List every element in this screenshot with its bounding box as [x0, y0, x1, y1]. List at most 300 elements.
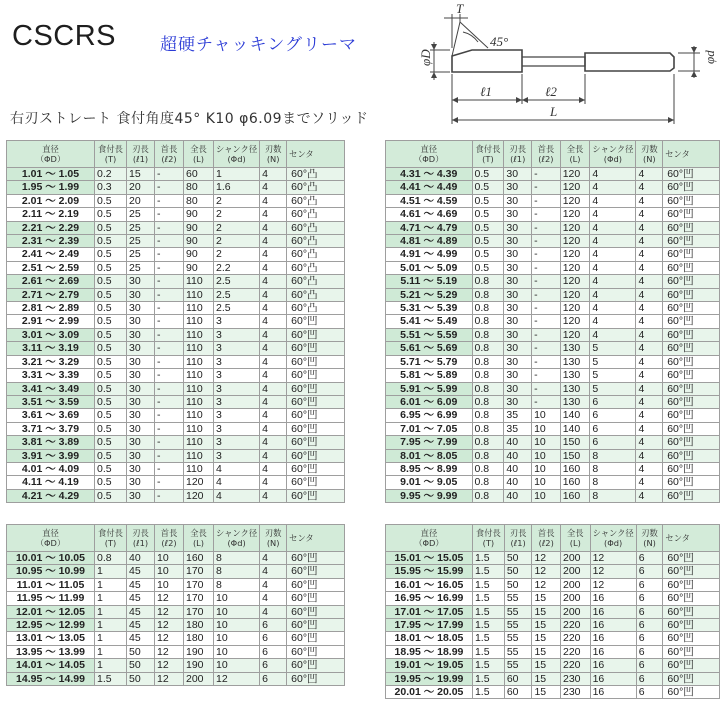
- cell-taper-length: 1: [95, 645, 127, 658]
- cell-flute-count: 4: [260, 605, 287, 618]
- cell-neck-length: -: [532, 395, 561, 408]
- table-row: [7, 248, 345, 261]
- table-row: [386, 181, 720, 194]
- table-row: [7, 208, 345, 221]
- cell-taper-length: 0.8: [472, 382, 504, 395]
- cell-taper-length: 0.5: [472, 235, 504, 248]
- cell-neck-length: -: [155, 476, 184, 489]
- cell-flute-length: 25: [127, 235, 155, 248]
- t-dimension-label: T: [456, 1, 464, 16]
- table-row: [386, 672, 720, 685]
- cell-overall-length: 120: [560, 248, 590, 261]
- cell-flute-length: 30: [127, 462, 155, 475]
- cell-taper-length: 1.5: [472, 552, 504, 565]
- cell-center: 60°凹: [287, 619, 345, 632]
- column-header-shank-diameter: シャンク径 (Φd): [214, 525, 260, 552]
- cell-overall-length: 110: [184, 288, 214, 301]
- cell-shank-diameter: 2.5: [214, 275, 260, 288]
- cell-center: 60°凹: [663, 288, 720, 301]
- table-row: [386, 261, 720, 274]
- table-row: [386, 194, 720, 207]
- cell-overall-length: 180: [184, 619, 214, 632]
- table-row: [386, 395, 720, 408]
- cell-overall-length: 220: [561, 645, 591, 658]
- cell-flute-count: 4: [260, 208, 287, 221]
- cell-flute-length: 30: [127, 369, 155, 382]
- cell-flute-count: 6: [636, 619, 663, 632]
- cell-diameter: 15.95 ～ 15.99: [386, 565, 473, 578]
- cell-shank-diameter: 4: [214, 489, 260, 502]
- cell-center: 60°凹: [663, 248, 720, 261]
- cell-overall-length: 170: [184, 578, 214, 591]
- cell-flute-count: 6: [636, 592, 663, 605]
- cell-neck-length: -: [155, 422, 184, 435]
- cell-neck-length: -: [155, 382, 184, 395]
- cell-flute-count: 4: [636, 342, 663, 355]
- column-header-diameter: 直径 （ΦD）: [7, 141, 95, 168]
- cell-flute-count: 6: [636, 672, 663, 685]
- table-row: [386, 235, 720, 248]
- cell-neck-length: 15: [532, 645, 561, 658]
- cell-flute-length: 30: [504, 221, 532, 234]
- table-row: [7, 315, 345, 328]
- cell-diameter: 9.01 ～ 9.05: [386, 476, 473, 489]
- cell-neck-length: -: [532, 382, 561, 395]
- cell-center: 60°凹: [663, 422, 720, 435]
- cell-overall-length: 110: [184, 302, 214, 315]
- cell-taper-length: 0.8: [472, 436, 504, 449]
- cell-flute-length: 30: [127, 449, 155, 462]
- cell-shank-diameter: 10: [214, 659, 260, 672]
- cell-shank-diameter: 8: [590, 476, 636, 489]
- table-row: [7, 552, 345, 565]
- column-header-shank-diameter: シャンク径 (Φd): [590, 141, 636, 168]
- table-row: [7, 578, 345, 591]
- cell-flute-count: 4: [260, 489, 287, 502]
- cell-neck-length: -: [155, 194, 184, 207]
- cell-flute-count: 4: [636, 489, 663, 502]
- cell-center: 60°凸: [287, 194, 345, 207]
- cell-diameter: 8.01 ～ 8.05: [386, 449, 473, 462]
- cell-shank-diameter: 4: [590, 235, 636, 248]
- cell-taper-length: 0.8: [472, 342, 504, 355]
- cell-flute-length: 40: [504, 462, 532, 475]
- cell-flute-length: 55: [504, 645, 532, 658]
- cell-center: 60°凹: [287, 605, 345, 618]
- cell-taper-length: 0.5: [472, 181, 504, 194]
- cell-shank-diameter: 16: [590, 645, 636, 658]
- cell-overall-length: 140: [560, 409, 590, 422]
- cell-flute-length: 30: [504, 355, 532, 368]
- cell-taper-length: 1: [95, 632, 127, 645]
- cell-diameter: 2.61 ～ 2.69: [7, 275, 95, 288]
- cell-flute-count: 4: [636, 436, 663, 449]
- cell-flute-count: 4: [636, 194, 663, 207]
- cell-neck-length: -: [532, 248, 561, 261]
- cell-neck-length: -: [532, 194, 561, 207]
- cell-overall-length: 160: [184, 552, 214, 565]
- cell-center: 60°凹: [287, 462, 345, 475]
- cell-center: 60°凹: [663, 382, 720, 395]
- cell-center: 60°凹: [663, 181, 720, 194]
- cell-flute-count: 4: [636, 355, 663, 368]
- cell-neck-length: 12: [532, 578, 561, 591]
- cell-flute-count: 4: [260, 315, 287, 328]
- cell-center: 60°凹: [663, 208, 720, 221]
- cell-flute-length: 30: [127, 315, 155, 328]
- shank-diameter-label: φd: [702, 50, 717, 64]
- cell-diameter: 3.51 ～ 3.59: [7, 395, 95, 408]
- cell-flute-count: 4: [260, 436, 287, 449]
- cell-shank-diameter: 2.2: [214, 261, 260, 274]
- cell-overall-length: 90: [184, 248, 214, 261]
- cell-overall-length: 160: [560, 489, 590, 502]
- cell-shank-diameter: 8: [590, 449, 636, 462]
- table-row: [386, 221, 720, 234]
- table-row: [386, 288, 720, 301]
- cell-flute-count: 4: [260, 369, 287, 382]
- cell-diameter: 3.11 ～ 3.19: [7, 342, 95, 355]
- cell-overall-length: 90: [184, 261, 214, 274]
- spec-table-4: [385, 524, 720, 699]
- column-header-neck-length: 首長 (ℓ2): [155, 141, 184, 168]
- cell-overall-length: 120: [560, 235, 590, 248]
- cell-flute-length: 40: [504, 489, 532, 502]
- table-row: [386, 342, 720, 355]
- cell-overall-length: 150: [560, 436, 590, 449]
- cell-neck-length: -: [155, 489, 184, 502]
- cell-center: 60°凹: [287, 672, 345, 685]
- cell-diameter: 18.95 ～ 18.99: [386, 645, 473, 658]
- cell-taper-length: 0.5: [95, 275, 127, 288]
- cell-taper-length: 0.8: [472, 288, 504, 301]
- cell-shank-diameter: 3: [214, 328, 260, 341]
- cell-flute-length: 40: [504, 476, 532, 489]
- cell-shank-diameter: 4: [590, 315, 636, 328]
- cell-center: 60°凹: [663, 221, 720, 234]
- cell-overall-length: 230: [561, 672, 591, 685]
- cell-neck-length: -: [155, 369, 184, 382]
- cell-center: 60°凹: [287, 592, 345, 605]
- cell-center: 60°凹: [287, 578, 345, 591]
- cell-shank-diameter: 3: [214, 355, 260, 368]
- cell-center: 60°凹: [287, 328, 345, 341]
- cell-flute-length: 30: [504, 275, 532, 288]
- cell-neck-length: 15: [532, 605, 561, 618]
- cell-diameter: 16.01 ～ 16.05: [386, 578, 473, 591]
- cell-taper-length: 0.5: [95, 476, 127, 489]
- cell-flute-count: 4: [636, 328, 663, 341]
- cell-overall-length: 110: [184, 275, 214, 288]
- cell-center: 60°凹: [663, 369, 720, 382]
- cell-taper-length: 1.5: [472, 592, 504, 605]
- cell-overall-length: 130: [560, 369, 590, 382]
- table-row: [386, 462, 720, 475]
- cell-diameter: 12.95 ～ 12.99: [7, 619, 95, 632]
- cell-neck-length: -: [532, 342, 561, 355]
- cell-diameter: 10.95 ～ 10.99: [7, 565, 95, 578]
- table-row: [386, 686, 720, 699]
- column-header-center: センタ: [287, 525, 345, 552]
- cell-flute-count: 6: [636, 578, 663, 591]
- cell-overall-length: 120: [560, 208, 590, 221]
- cell-flute-length: 45: [127, 578, 155, 591]
- cell-diameter: 7.95 ～ 7.99: [386, 436, 473, 449]
- cell-overall-length: 120: [184, 489, 214, 502]
- cell-overall-length: 120: [560, 168, 590, 181]
- cell-overall-length: 60: [184, 168, 214, 181]
- cell-diameter: 5.01 ～ 5.09: [386, 261, 473, 274]
- column-header-overall-length: 全長 (L): [184, 525, 214, 552]
- cell-shank-diameter: 4: [590, 328, 636, 341]
- cell-shank-diameter: 3: [214, 369, 260, 382]
- shank-outline: [585, 53, 674, 71]
- cell-diameter: 11.01 ～ 11.05: [7, 578, 95, 591]
- cell-center: 60°凹: [663, 565, 720, 578]
- cell-center: 60°凹: [287, 645, 345, 658]
- cell-flute-length: 30: [504, 369, 532, 382]
- table-row: [386, 275, 720, 288]
- cell-overall-length: 80: [184, 194, 214, 207]
- cell-diameter: 4.51 ～ 4.59: [386, 194, 473, 207]
- cell-shank-diameter: 10: [214, 592, 260, 605]
- cell-shank-diameter: 1: [214, 168, 260, 181]
- cell-taper-length: 0.5: [95, 248, 127, 261]
- cell-flute-length: 30: [504, 208, 532, 221]
- cell-taper-length: 1.5: [472, 605, 504, 618]
- cell-taper-length: 0.5: [95, 369, 127, 382]
- column-header-center: センタ: [287, 141, 345, 168]
- cell-flute-count: 4: [636, 462, 663, 475]
- cell-flute-count: 6: [636, 632, 663, 645]
- cell-taper-length: 0.5: [95, 342, 127, 355]
- cell-shank-diameter: 4: [590, 302, 636, 315]
- cell-shank-diameter: 12: [590, 578, 636, 591]
- cell-taper-length: 1: [95, 578, 127, 591]
- cell-shank-diameter: 16: [590, 672, 636, 685]
- table-row: [7, 645, 345, 658]
- cell-center: 60°凹: [663, 672, 720, 685]
- cell-flute-length: 30: [127, 328, 155, 341]
- cell-overall-length: 200: [561, 605, 591, 618]
- cell-diameter: 8.95 ～ 8.99: [386, 462, 473, 475]
- cell-flute-length: 30: [504, 315, 532, 328]
- catalog-title: CSCRS: [12, 20, 117, 52]
- cell-taper-length: 0.8: [472, 275, 504, 288]
- column-header-diameter: 直径 （ΦD）: [386, 141, 473, 168]
- cell-taper-length: 1.5: [472, 659, 504, 672]
- cell-neck-length: -: [532, 208, 561, 221]
- cell-flute-count: 6: [636, 565, 663, 578]
- cell-taper-length: 0.8: [472, 302, 504, 315]
- cell-overall-length: 120: [560, 275, 590, 288]
- cell-taper-length: 0.2: [95, 168, 127, 181]
- table-row: [386, 592, 720, 605]
- cell-neck-length: -: [532, 288, 561, 301]
- cell-shank-diameter: 16: [590, 605, 636, 618]
- cell-neck-length: 10: [155, 578, 184, 591]
- cell-flute-length: 45: [127, 619, 155, 632]
- table-row: [386, 632, 720, 645]
- spec-line: 右刃ストレート 食付角度45° K10 φ6.09までソリッド: [10, 111, 369, 127]
- cell-overall-length: 180: [184, 632, 214, 645]
- cell-flute-length: 30: [504, 288, 532, 301]
- cell-taper-length: 0.5: [95, 315, 127, 328]
- cell-neck-length: -: [155, 395, 184, 408]
- cell-center: 60°凹: [663, 194, 720, 207]
- column-header-taper-length: 食付長 (T): [472, 525, 504, 552]
- cell-diameter: 2.01 ～ 2.09: [7, 194, 95, 207]
- cell-diameter: 11.95 ～ 11.99: [7, 592, 95, 605]
- cell-flute-count: 4: [260, 565, 287, 578]
- cell-neck-length: -: [155, 248, 184, 261]
- cell-diameter: 3.61 ～ 3.69: [7, 409, 95, 422]
- cell-flute-length: 30: [127, 409, 155, 422]
- cell-diameter: 5.71 ～ 5.79: [386, 355, 473, 368]
- cell-flute-count: 4: [260, 409, 287, 422]
- cell-neck-length: -: [532, 261, 561, 274]
- cell-overall-length: 190: [184, 659, 214, 672]
- table-header-row: [7, 141, 345, 168]
- cell-center: 60°凹: [287, 342, 345, 355]
- column-header-shank-diameter: シャンク径 (Φd): [590, 525, 636, 552]
- cell-center: 60°凹: [663, 395, 720, 408]
- cell-flute-count: 4: [260, 342, 287, 355]
- cell-diameter: 2.71 ～ 2.79: [7, 288, 95, 301]
- cell-shank-diameter: 5: [590, 369, 636, 382]
- column-header-shank-diameter: シャンク径 (Φd): [214, 141, 260, 168]
- cell-shank-diameter: 10: [214, 645, 260, 658]
- cell-neck-length: -: [532, 315, 561, 328]
- cell-diameter: 4.01 ～ 4.09: [7, 462, 95, 475]
- cell-diameter: 2.91 ～ 2.99: [7, 315, 95, 328]
- cell-flute-count: 4: [636, 168, 663, 181]
- neck-length-label: ℓ2: [545, 84, 557, 99]
- cell-neck-length: -: [155, 328, 184, 341]
- cell-flute-count: 4: [260, 552, 287, 565]
- column-header-overall-length: 全長 (L): [560, 141, 590, 168]
- cell-diameter: 3.91 ～ 3.99: [7, 449, 95, 462]
- cell-neck-length: -: [155, 436, 184, 449]
- cell-taper-length: 1: [95, 659, 127, 672]
- cell-flute-length: 55: [504, 659, 532, 672]
- cell-neck-length: 12: [155, 592, 184, 605]
- cell-center: 60°凸: [287, 235, 345, 248]
- column-header-flute-count: 刃数 (N): [260, 141, 287, 168]
- cell-flute-length: 50: [127, 645, 155, 658]
- cell-diameter: 2.11 ～ 2.19: [7, 208, 95, 221]
- cell-center: 60°凸: [287, 181, 345, 194]
- cell-center: 60°凹: [663, 436, 720, 449]
- cell-shank-diameter: 4: [214, 462, 260, 475]
- cell-flute-length: 25: [127, 248, 155, 261]
- cell-center: 60°凸: [287, 261, 345, 274]
- cell-taper-length: 0.5: [472, 194, 504, 207]
- table-row: [386, 565, 720, 578]
- cell-center: 60°凹: [663, 605, 720, 618]
- flute-length-label: ℓ1: [480, 84, 492, 99]
- cell-center: 60°凹: [663, 632, 720, 645]
- cell-flute-count: 4: [260, 422, 287, 435]
- cell-flute-count: 6: [636, 659, 663, 672]
- cell-neck-length: 15: [532, 592, 561, 605]
- cell-flute-length: 30: [504, 181, 532, 194]
- cell-flute-length: 20: [127, 194, 155, 207]
- cell-shank-diameter: 12: [590, 565, 636, 578]
- table-row: [7, 659, 345, 672]
- table-row: [7, 342, 345, 355]
- cell-flute-count: 4: [260, 261, 287, 274]
- cell-diameter: 6.95 ～ 6.99: [386, 409, 473, 422]
- cell-overall-length: 90: [184, 208, 214, 221]
- cell-overall-length: 110: [184, 382, 214, 395]
- column-header-flute-count: 刃数 (N): [260, 525, 287, 552]
- cell-taper-length: 0.8: [472, 489, 504, 502]
- cell-diameter: 17.95 ～ 17.99: [386, 619, 473, 632]
- cell-flute-length: 55: [504, 632, 532, 645]
- cell-flute-count: 4: [260, 275, 287, 288]
- cell-center: 60°凹: [287, 489, 345, 502]
- cell-overall-length: 220: [561, 619, 591, 632]
- cell-flute-length: 25: [127, 208, 155, 221]
- cell-neck-length: 10: [532, 436, 561, 449]
- cell-shank-diameter: 6: [590, 409, 636, 422]
- cell-flute-count: 4: [636, 302, 663, 315]
- cell-flute-length: 55: [504, 619, 532, 632]
- cell-flute-count: 4: [636, 208, 663, 221]
- cell-neck-length: 10: [532, 476, 561, 489]
- cell-shank-diameter: 3: [214, 395, 260, 408]
- cell-overall-length: 120: [560, 328, 590, 341]
- cell-flute-count: 4: [260, 355, 287, 368]
- cell-shank-diameter: 2: [214, 221, 260, 234]
- cell-flute-count: 6: [636, 686, 663, 699]
- cell-center: 60°凹: [287, 565, 345, 578]
- table-row: [386, 315, 720, 328]
- cell-flute-count: 6: [636, 552, 663, 565]
- cell-diameter: 5.41 ～ 5.49: [386, 315, 473, 328]
- cell-diameter: 20.01 ～ 20.05: [386, 686, 473, 699]
- table-row: [386, 422, 720, 435]
- cell-taper-length: 0.8: [472, 422, 504, 435]
- cell-overall-length: 110: [184, 369, 214, 382]
- cell-flute-count: 4: [636, 382, 663, 395]
- cell-diameter: 3.41 ～ 3.49: [7, 382, 95, 395]
- cell-overall-length: 220: [561, 659, 591, 672]
- cell-overall-length: 130: [560, 355, 590, 368]
- cell-flute-count: 4: [636, 476, 663, 489]
- cell-shank-diameter: 16: [590, 619, 636, 632]
- cell-flute-length: 25: [127, 261, 155, 274]
- cell-taper-length: 1: [95, 565, 127, 578]
- cell-center: 60°凹: [287, 422, 345, 435]
- cell-overall-length: 120: [560, 261, 590, 274]
- cell-shank-diameter: 4: [590, 221, 636, 234]
- cell-center: 60°凸: [287, 288, 345, 301]
- cell-neck-length: 12: [155, 619, 184, 632]
- table-row: [7, 409, 345, 422]
- cell-flute-count: 4: [260, 449, 287, 462]
- column-header-diameter: 直径 （ΦD）: [7, 525, 95, 552]
- cell-diameter: 5.81 ～ 5.89: [386, 369, 473, 382]
- cell-center: 60°凸: [287, 248, 345, 261]
- cell-flute-length: 50: [504, 565, 532, 578]
- cell-shank-diameter: 12: [590, 552, 636, 565]
- cell-overall-length: 130: [560, 342, 590, 355]
- cell-center: 60°凸: [287, 275, 345, 288]
- cell-neck-length: 10: [155, 552, 184, 565]
- cell-center: 60°凹: [663, 409, 720, 422]
